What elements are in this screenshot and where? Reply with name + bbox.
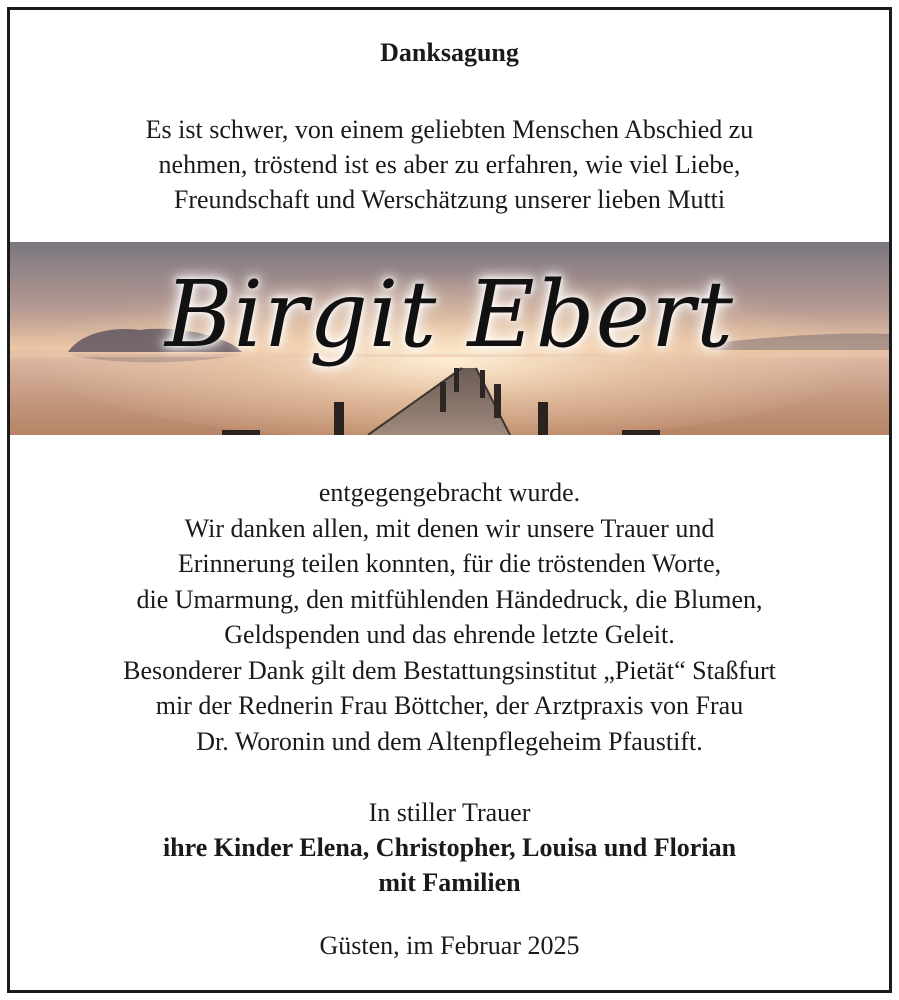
body-line: Besonderer Dank gilt dem Bestattungsinstitut „Pietät“ Staßfurt (123, 655, 776, 685)
body-line: Wir danken allen, mit denen wir unsere Trauer und (184, 513, 715, 543)
intro-line: nehmen, tröstend ist es aber zu erfahren, wie viel Liebe, (158, 150, 741, 179)
body-line: entgegengebracht wurde. (318, 478, 581, 507)
body-line: Dr. Woronin und dem Altenpflegeheim Pfaustift. (196, 726, 703, 756)
body-line: mir der Rednerin Frau Böttcher, der Arztpraxis von Frau (155, 691, 744, 720)
place-date: Güsten, im Februar 2025 (319, 931, 580, 960)
intro-line: Es ist schwer, von einem geliebten Menschen Abschied zu (145, 115, 754, 144)
signoff-intro: In stiller Trauer (368, 798, 531, 827)
deceased-name: Birgit Ebert (165, 261, 734, 368)
signoff-family: ihre Kinder Elena, Christopher, Louisa und Florian (162, 833, 737, 862)
body-line: Geldspenden und das ehrende letzte Geleit. (224, 620, 675, 649)
signoff (10, 795, 889, 900)
lake-pier-banner (10, 242, 889, 435)
intro-line: Freundschaft und Werschätzung unserer lieben Mutti (173, 185, 726, 214)
body-text (10, 475, 889, 759)
body-line: Erinnerung teilen konnten, für die tröstenden Worte, (177, 549, 722, 578)
intro-text (10, 112, 889, 217)
notice-frame (7, 7, 892, 993)
signoff-families: mit Familien (378, 868, 521, 897)
notice-title: Danksagung (380, 38, 519, 67)
body-line: die Umarmung, den mitfühlenden Händedruck, die Blumen, (136, 584, 763, 614)
